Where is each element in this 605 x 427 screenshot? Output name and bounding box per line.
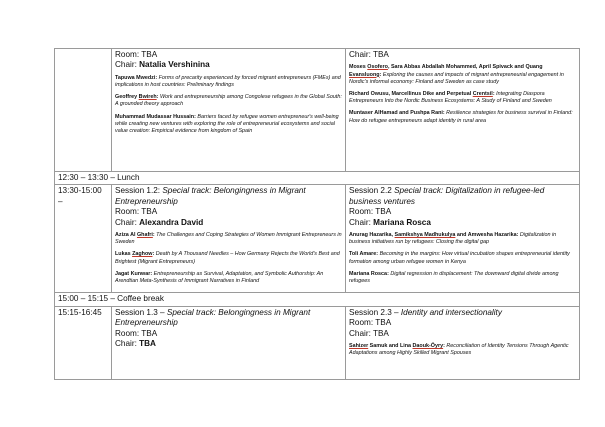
author-title-separator: : [155,74,159,81]
paper-authors [349,91,496,97]
paper-entry [349,343,576,357]
author-name: Osofero [367,64,388,71]
schedule-table [54,48,580,380]
paper-title: Reconciliation of Identity Tensions Through Agentic Adaptations among Highly Skilled Migrant Spouses [349,343,569,357]
author-name: and Amwesha Hazarika [455,232,517,239]
paper-entry [349,91,576,105]
session-track: Special track: Digitalization in refugee-led business ventures [349,186,545,206]
paper-entry [349,232,576,246]
chair-label: Chair: [349,217,374,227]
room-label: Room: TBA [349,318,392,328]
author-name: Moses [349,64,368,71]
session-title [349,308,576,318]
paper-entry [115,232,342,246]
author-name: Lukas [115,251,133,258]
chair-name: TBA [139,339,156,349]
paper-title: Forms of precarity experienced by forced migrant entrepreneurs (FMEs) and implications in host countries: Preliminary findings [115,74,341,89]
paper-entry [115,75,342,89]
author-name: Richard Owusu, Marcellinus Dike and Perpetual [349,91,473,98]
paper-authors [115,94,160,100]
author-name: Bwireh [138,94,157,101]
paper-authors [349,343,446,349]
author-title-separator: : [194,113,198,120]
paper-list [349,64,576,124]
chair-line [115,339,342,349]
schedule-row-session-1-2 [55,185,580,293]
author-name: Tapuwa Mwedzi [115,74,156,81]
schedule-row-coffee-break [55,293,580,306]
paper-list [349,343,576,357]
paper-title: Death by A Thousand Needles – How Germany Rejects the World's Best and Brightest (Migrant Entrepreneurs) [115,251,340,265]
author-title-separator: : [492,91,497,98]
author-title-separator: : [156,94,160,101]
author-title-separator: : [442,110,447,117]
paper-title: Barriers faced by refugee women entrepreneur's well-being while creating new ventures with exploring the role of entrepreneurial ecosystems and social value creation: Empirical evidence from kingdom of Spain [115,113,339,135]
session-cell [112,49,346,172]
chair-line [115,60,342,70]
schedule-row-session-1-3 [55,306,580,379]
author-name: Samikshya Madhukulya [394,232,456,239]
author-name: Crentsil [472,91,493,98]
author-title-separator: : [376,251,380,258]
paper-authors [115,114,197,120]
session-track: Special track: Belongingness in Migrant Entrepreneurship [115,186,306,206]
chair-line [115,218,342,228]
paper-title: Exploring the causes and impacts of migrant entrepreneurial engagement in Nordic's informal economy: Finland and Sweden as case study [349,71,564,85]
session-number: Session 2.3 – [349,307,401,317]
paper-authors [349,251,380,257]
room-label: Room: TBA [349,207,392,217]
paper-authors [115,251,156,257]
session-number: Session 1.2: [115,186,163,196]
paper-entry [115,271,342,285]
chair-label: Chair: [115,217,140,227]
chair-name: Mariana Rosca [373,217,431,227]
paper-list [349,232,576,285]
break-cell: 15:00 – 15:15 – Coffee break [55,293,580,306]
author-name: Zaghow [132,251,153,258]
session-cell [346,185,580,293]
author-title-separator: : [516,232,520,239]
paper-authors [349,271,390,277]
paper-title: Becoming in the margins: How virtual incubation shapes entrepreneurial identity formation among urban refugee women in Kenya [349,251,570,265]
session-cell [112,185,346,293]
author-name: Mariana Rosca [349,270,388,277]
room-label: Room: TBA [115,328,158,338]
paper-entry [349,271,576,285]
paper-entry [115,94,342,108]
paper-authors [349,232,520,238]
author-name: Samuk and Lina [368,343,413,350]
session-cell [346,49,580,172]
paper-authors [115,232,156,238]
room-label: Room: TBA [115,207,158,217]
break-cell: 12:30 – 13:30 – Lunch [55,172,580,185]
author-title-separator: : [443,343,447,350]
paper-title: The Challenges and Coping Strategies of Women Immigrant Entrepreneurs in Sweden [115,232,342,246]
author-title-separator: : [152,232,157,239]
paper-title: Work and entrepreneurship among Congolese refugees in the Global South: A grounded theory approach [115,94,342,108]
paper-entry [349,110,576,124]
session-title [115,308,342,329]
paper-list [115,232,342,285]
session-title [115,186,342,207]
author-name: Sahizer [349,343,369,350]
author-name: Ghafri [136,232,153,239]
paper-title: Digital regression in displacement: The downward digital divide among refugees [349,270,559,285]
paper-entry [115,114,342,136]
author-name: , Sara Abbas Abdallah Mohammed, April Spivack and Quang [387,64,543,71]
paper-authors [349,110,446,116]
session-track: Special track: Belongingness in Migrant Entrepreneurship [115,307,311,328]
paper-title: Digitalization in business initiatives run by refugees: Closing the digital gap [349,232,557,246]
chair-label: Chair: [115,339,140,349]
paper-entry [349,64,576,86]
chair-label: Chair: [115,60,140,70]
session-cell [112,306,346,379]
chair-name: Alexandra David [139,217,204,227]
author-title-separator: : [379,71,383,78]
author-title-separator: : [150,270,154,277]
schedule-row-session-1-1 [55,49,580,172]
chair-name: Natalia Vershinina [139,60,210,70]
time-cell: 13:30-15:00 – [55,185,112,293]
author-name: Daouk-Öyry [412,343,444,350]
session-number: Session 1.3 – [115,307,167,317]
paper-entry [115,251,342,265]
author-name: Aziza Al [115,232,137,239]
author-title-separator: : [152,251,156,258]
chair-line [349,218,576,228]
schedule-row-lunch [55,172,580,185]
session-track: Identity and intersectionality [400,307,502,317]
session-cell [346,306,580,379]
time-cell: 15:15-16:45 [55,306,112,379]
paper-authors [115,271,154,277]
author-name: Geoffrey [115,94,139,101]
paper-authors [115,75,159,81]
author-name: Muntaser AlHamad and Pushpa Rani [349,110,443,117]
chair-line: Chair: TBA [349,328,389,338]
paper-title: Integrating Diaspora Entrepreneurs Into the Nordic Business Ecosystems: A Study of Finland and Sweden [349,91,552,105]
paper-list [115,75,342,135]
paper-title: Resilience strategies for business survival in Finland: How do refugee entrepreneurs adapt identity in rural area [349,110,573,124]
session-title [349,186,576,207]
chair-line: Chair: TBA [349,50,389,59]
author-name: Toli Amare [349,251,377,258]
paper-entry [349,251,576,265]
author-name: Evansluong [349,71,380,78]
author-name: Jagat Kunwar [115,270,151,277]
session-number: Session 2.2 [349,186,395,196]
time-cell [55,49,112,172]
author-name: Muhammad Mudassar Hussain [115,113,195,120]
author-name: Anurag Hazarika, [349,232,395,239]
paper-title: Entrepreneurship as Survival, Adaptation, and Symbolic Authorship: An Arendtian Meta-Synthesis of Immigrant Narratives in Finland [115,270,324,285]
author-title-separator: : [387,270,391,277]
room-label: Room: TBA [115,50,158,59]
